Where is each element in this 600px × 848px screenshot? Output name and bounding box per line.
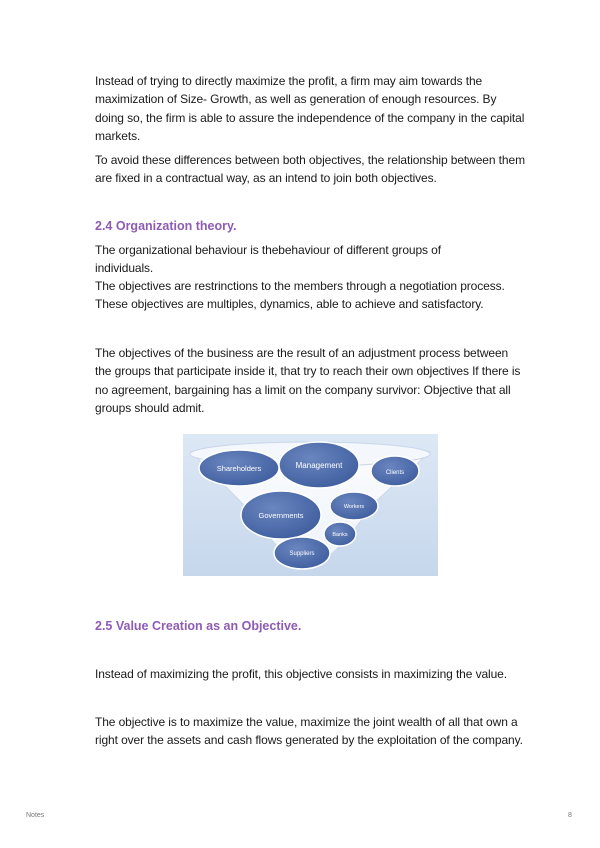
page-number: 8 (568, 812, 572, 819)
funnel-svg (183, 434, 438, 576)
bubble-label-management: Management (295, 461, 343, 470)
bubble-label-banks: Banks (332, 532, 348, 538)
bubble-label-shareholders: Shareholders (216, 464, 262, 473)
paragraph-adjustment-process: The objectives of the business are the result of an adjustment process between the groups that participate inside it, that try to reach their own objectives If there is no agreement, bargaining has a limit on the company survivor: Objective that all groups should admit. (95, 346, 521, 415)
bubble-label-suppliers: Suppliers (289, 551, 315, 557)
heading-value-creation: 2.5 Value Creation as an Objective. (95, 619, 302, 633)
stakeholders-funnel-diagram (183, 434, 438, 576)
bubble-label-government: Governments (258, 511, 304, 520)
paragraph-org-behaviour: The organizational behaviour is thebehaviour of different groups of individuals. (95, 243, 441, 276)
paragraph-size-growth: Instead of trying to directly maximize the profit, a firm may aim towards the maximization of Size- Growth, as well as generation of enough resources. By doing so, the firm is able to assure the independence of the company in the capital markets. (95, 74, 525, 143)
bubble-label-clients: Clients (385, 470, 405, 476)
footer-notes: Notes (26, 812, 45, 819)
paragraph-contractual: To avoid these differences between both objectives, the relationship between them are fixed in a contractual way, as an intend to join both objectives. (95, 153, 525, 186)
paragraph-joint-wealth: The objective is to maximize the value, maximize the joint wealth of all that own a right over the assets and cash flows generated by the exploitation of the company. (95, 715, 523, 748)
bubble-label-workers: Workers (343, 504, 365, 510)
paragraph-maximize-value: Instead of maximizing the profit, this objective consists in maximizing the value. (95, 667, 507, 681)
paragraph-restrictions: The objectives are restrinctions to the members through a negotiation process. These objectives are multiples, dynamics, able to achieve and satisfactory. (95, 279, 505, 312)
heading-organization-theory: 2.4 Organization theory. (95, 219, 237, 233)
